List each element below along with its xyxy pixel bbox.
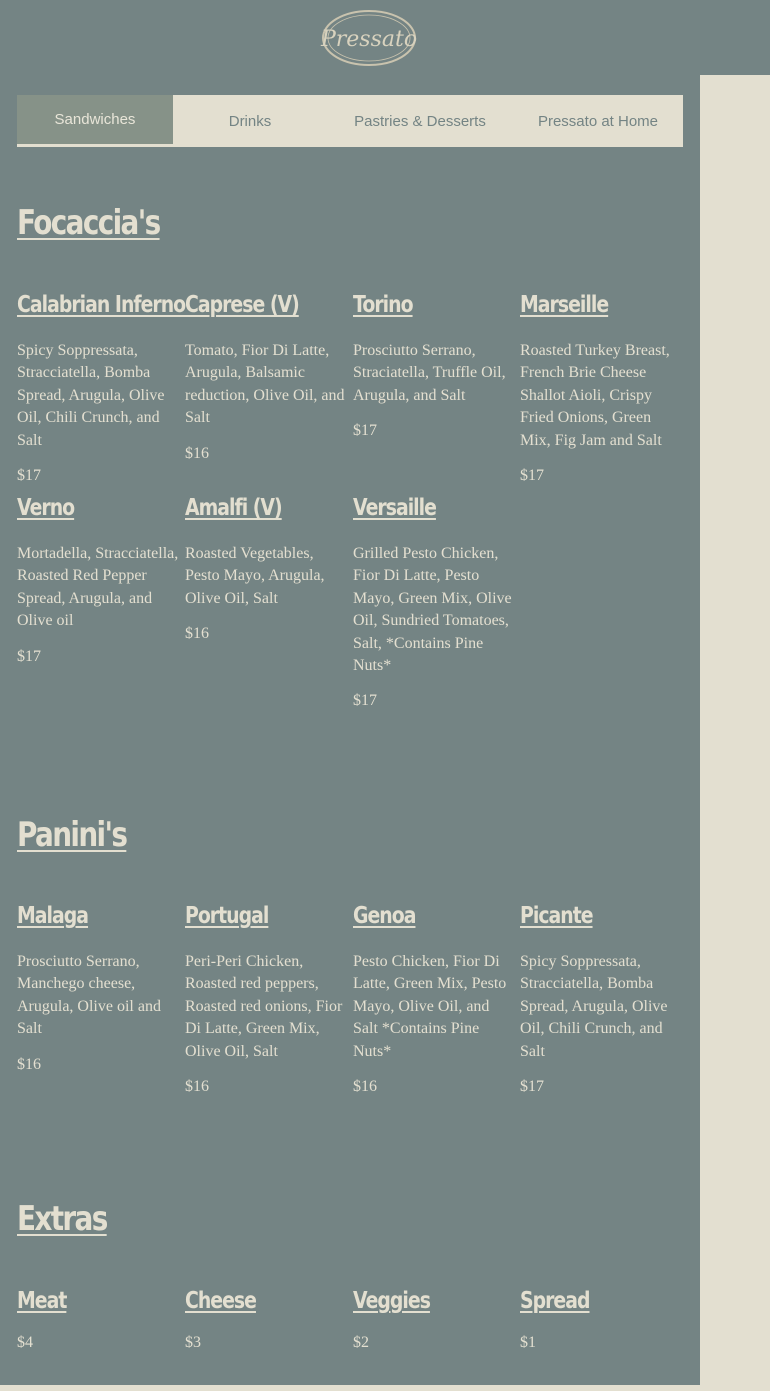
item-description: Prosciutto Serrano, Straciatella, Truffle Oil, Arugula, and Salt (353, 342, 506, 404)
menu-item (185, 1287, 350, 1353)
item-description: Mortadella, Stracciatella, Roasted Red Pepper Spread, Arugula, and Olive oil (17, 545, 179, 630)
item-price: $16 (353, 1078, 377, 1096)
item-description: Roasted Vegetables, Pesto Mayo, Arugula, Olive Oil, Salt (185, 545, 325, 607)
menu-item (17, 1287, 182, 1353)
item-price: $16 (185, 625, 209, 643)
menu-item (520, 1287, 685, 1353)
item-name[interactable]: Verno (17, 495, 75, 521)
item-name[interactable]: Caprese (V) (185, 292, 299, 318)
item-price: $4 (17, 1334, 33, 1351)
section-title-panini: Panini's (17, 815, 127, 855)
menu-item (520, 291, 685, 486)
menu-tabs (17, 95, 683, 147)
header-bar (0, 0, 770, 75)
item-name[interactable]: Amalfi (V) (185, 495, 282, 521)
item-name[interactable]: Torino (353, 292, 413, 318)
menu-item (17, 494, 182, 667)
item-description: Roasted Turkey Breast, French Brie Cheese Shallot Aioli, Crispy Fried Onions, Green Mix, Fig Jam and Salt (520, 342, 670, 449)
menu-item (353, 494, 518, 711)
item-price: $17 (17, 647, 41, 665)
item-description: Grilled Pesto Chicken, Fior Di Latte, Pesto Mayo, Green Mix, Olive Oil, Sundried Tomatoes, Salt, *Contains Pine Nuts* (353, 545, 512, 675)
item-price: $16 (185, 444, 209, 462)
tab-pressato-at-home[interactable]: Pressato at Home (537, 112, 659, 130)
tab-sandwiches[interactable]: Sandwiches (17, 95, 173, 144)
item-name[interactable]: Veggies (353, 1288, 430, 1314)
menu-item (17, 902, 182, 1075)
item-price: $3 (185, 1334, 201, 1351)
item-name[interactable]: Calabrian Inferno (17, 292, 186, 318)
tab-pastries-desserts[interactable]: Pastries & Desserts (354, 112, 486, 130)
item-description: Peri-Peri Chicken, Roasted red peppers, Roasted red onions, Fior Di Latte, Green Mix, Olive Oil, Salt (185, 953, 343, 1060)
item-name[interactable]: Versaille (353, 495, 436, 521)
section-title-focaccia: Focaccia's (17, 203, 160, 243)
menu-item (185, 902, 350, 1097)
item-name[interactable]: Spread (520, 1288, 590, 1314)
menu-item (185, 494, 350, 644)
item-description: Pesto Chicken, Fior Di Latte, Green Mix, Pesto Mayo, Olive Oil, and Salt *Contains Pine Nuts* (353, 953, 507, 1060)
item-price: $17 (353, 692, 377, 710)
item-description: Prosciutto Serrano, Manchego cheese, Arugula, Olive oil and Salt (17, 953, 161, 1038)
item-name[interactable]: Cheese (185, 1288, 256, 1314)
item-name[interactable]: Portugal (185, 903, 269, 929)
item-name[interactable]: Genoa (353, 903, 416, 929)
pressato-logo[interactable] (320, 8, 418, 68)
item-price: $17 (17, 467, 41, 485)
menu-item (185, 291, 350, 464)
item-price: $16 (17, 1055, 41, 1073)
item-price: $17 (353, 422, 377, 440)
item-description: Spicy Soppressata, Stracciatella, Bomba Spread, Arugula, Olive Oil, Chili Crunch, and Salt (520, 953, 668, 1060)
item-price: $16 (185, 1078, 209, 1096)
item-price: $17 (520, 467, 544, 485)
menu-item (17, 291, 186, 486)
logo-wordmark: Pressato (320, 27, 418, 52)
item-price: $2 (353, 1334, 369, 1351)
menu-item (353, 291, 518, 441)
section-title-extras: Extras (17, 1199, 107, 1239)
tab-drinks[interactable]: Drinks (228, 112, 272, 130)
item-name[interactable]: Picante (520, 903, 593, 929)
menu-item (520, 902, 685, 1097)
item-description: Tomato, Fior Di Latte, Arugula, Balsamic reduction, Olive Oil, and Salt (185, 342, 345, 427)
item-price: $17 (520, 1078, 544, 1096)
item-name[interactable]: Malaga (17, 903, 89, 929)
item-name[interactable]: Marseille (520, 292, 609, 318)
item-description: Spicy Soppressata, Stracciatella, Bomba Spread, Arugula, Olive Oil, Chili Crunch, and Salt (17, 342, 165, 449)
item-price: $1 (520, 1334, 536, 1351)
item-name[interactable]: Meat (17, 1288, 67, 1314)
menu-item (353, 1287, 518, 1353)
menu-item (353, 902, 518, 1097)
